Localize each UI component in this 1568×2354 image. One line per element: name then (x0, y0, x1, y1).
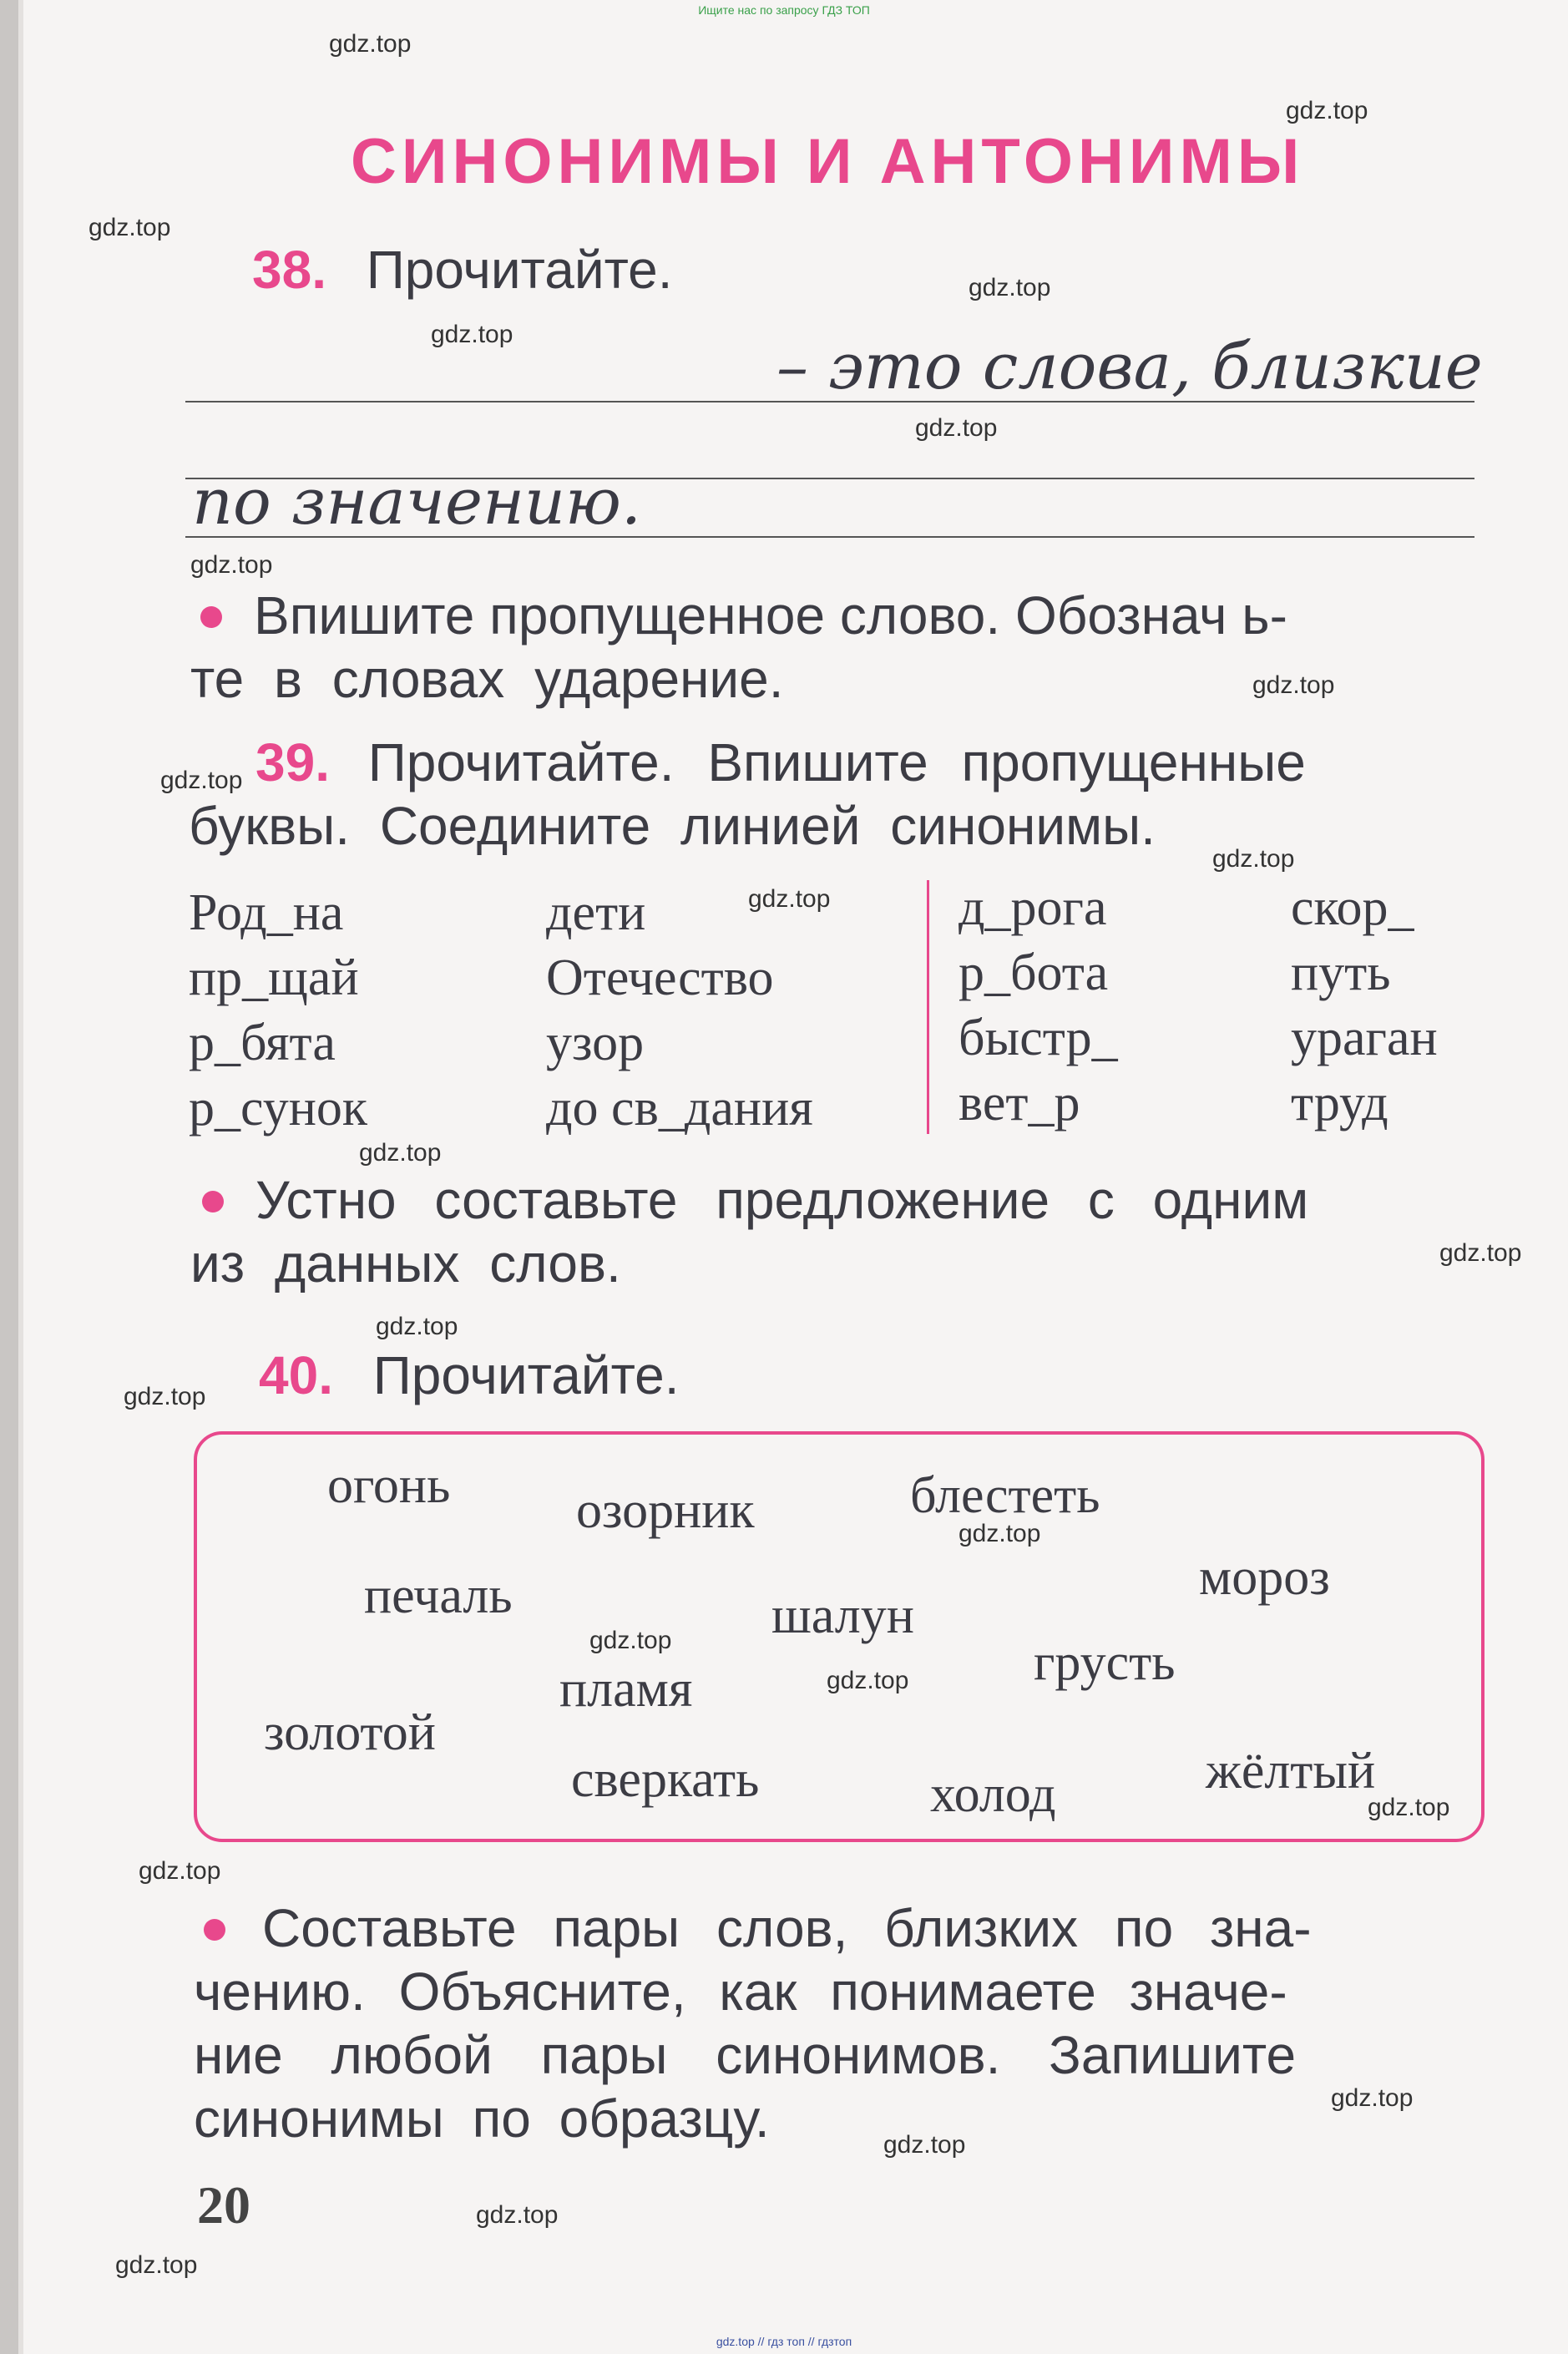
watermark: gdz.top (959, 1520, 1041, 1547)
watermark: gdz.top (827, 1667, 909, 1694)
exercise-instruction: буквы. Соедините линией синонимы. (189, 796, 1156, 856)
box-word: сверкать (571, 1751, 760, 1808)
exercise-number: 39. (255, 732, 330, 792)
watermark: gdz.top (1286, 97, 1368, 124)
word: пр_щай (189, 949, 359, 1006)
watermark: gdz.top (329, 30, 412, 58)
task-text: чению. Объясните, как понимаете значе- (194, 1962, 1287, 2022)
task-text: из данных слов. (190, 1233, 621, 1293)
page-edge-shadow (0, 0, 18, 2354)
watermark: gdz.top (969, 274, 1051, 301)
watermark: gdz.top (1252, 671, 1335, 699)
word-column-1 (189, 880, 367, 1141)
box-word: холод (930, 1766, 1056, 1823)
task-text: синонимы по образцу. (194, 2088, 770, 2149)
task-text: Составьте пары слов, близких по зна- (262, 1898, 1312, 1958)
watermark: gdz.top (89, 214, 171, 241)
watermark: gdz.top (883, 2131, 966, 2159)
bullet-icon (204, 1919, 225, 1941)
watermark: gdz.top (748, 885, 831, 913)
bottom-note: gdz.top // гдз топ // гдзтоп (716, 2335, 852, 2348)
bullet-icon (202, 1191, 224, 1212)
page-number: 20 (197, 2175, 250, 2235)
watermark: gdz.top (376, 1313, 458, 1340)
word-column-4 (1291, 875, 1438, 1136)
box-word: золотой (264, 1704, 436, 1761)
box-word: блестеть (910, 1467, 1100, 1524)
watermark: gdz.top (359, 1139, 442, 1167)
task-text: те в словах ударение. (190, 649, 784, 709)
task-text: Устно составьте предложение с одним (255, 1170, 1309, 1230)
exercise-38-heading (252, 239, 673, 301)
watermark: gdz.top (589, 1627, 672, 1654)
word: труд (1291, 1075, 1388, 1131)
exercise-number: 40. (259, 1345, 333, 1405)
box-word: шалун (771, 1587, 914, 1644)
handwritten-answer-line-1: – это слова, близкие (776, 329, 1483, 403)
watermark: gdz.top (1212, 845, 1295, 873)
word-column-3 (959, 875, 1118, 1136)
word: р_бота (959, 944, 1109, 1001)
word: ураган (1291, 1010, 1438, 1066)
box-word: печаль (364, 1567, 513, 1624)
exercise-instruction: Прочитайте. (372, 1345, 680, 1405)
watermark: gdz.top (139, 1857, 221, 1885)
watermark: gdz.top (1439, 1239, 1522, 1267)
word: Отечество (546, 949, 774, 1006)
box-word: мороз (1199, 1549, 1330, 1606)
word-column-2 (546, 880, 813, 1141)
exercise-number: 38. (252, 240, 326, 300)
exercise-instruction: Прочитайте. Впишите пропущенные (367, 732, 1306, 792)
word: Род_на (189, 884, 344, 941)
word: д_рога (959, 879, 1107, 936)
word: дети (546, 884, 646, 941)
watermark: gdz.top (190, 551, 273, 579)
watermark: gdz.top (431, 321, 513, 348)
watermark: gdz.top (115, 2251, 198, 2279)
watermark: gdz.top (915, 414, 998, 442)
page-title: СИНОНИМЫ И АНТОНИМЫ (351, 126, 1305, 197)
word: до св_дания (546, 1080, 813, 1137)
bullet-icon (200, 606, 222, 628)
exercise-40-heading (259, 1344, 680, 1406)
box-word: грусть (1034, 1634, 1176, 1691)
top-note: Ищите нас по запросу ГДЗ ТОП (698, 3, 870, 17)
word: быстр_ (959, 1010, 1118, 1066)
task-text: Впишите пропущенное слово. Обознач ь- (254, 585, 1287, 645)
watermark: gdz.top (124, 1383, 206, 1410)
word: р_сунок (189, 1080, 368, 1137)
box-word: жёлтый (1206, 1743, 1376, 1800)
watermark: gdz.top (476, 2201, 559, 2229)
watermark: gdz.top (160, 767, 243, 794)
box-word: пламя (559, 1661, 693, 1718)
word: узор (546, 1015, 645, 1071)
word: скор_ (1291, 879, 1414, 936)
watermark: gdz.top (1368, 1794, 1450, 1821)
exercise-39-heading (255, 732, 1306, 793)
column-divider (927, 880, 929, 1134)
watermark: gdz.top (1331, 2084, 1414, 2112)
task-text: ние любой пары синонимов. Запишите (194, 2025, 1297, 2085)
page-edge-highlight (18, 0, 23, 2354)
word: р_бята (189, 1015, 336, 1071)
exercise-instruction: Прочитайте. (366, 240, 673, 300)
word: путь (1291, 944, 1391, 1001)
box-word: огонь (327, 1457, 451, 1514)
box-word: озорник (576, 1482, 755, 1539)
word: вет_р (959, 1075, 1080, 1131)
handwritten-answer-line-2: по значению. (192, 464, 642, 539)
